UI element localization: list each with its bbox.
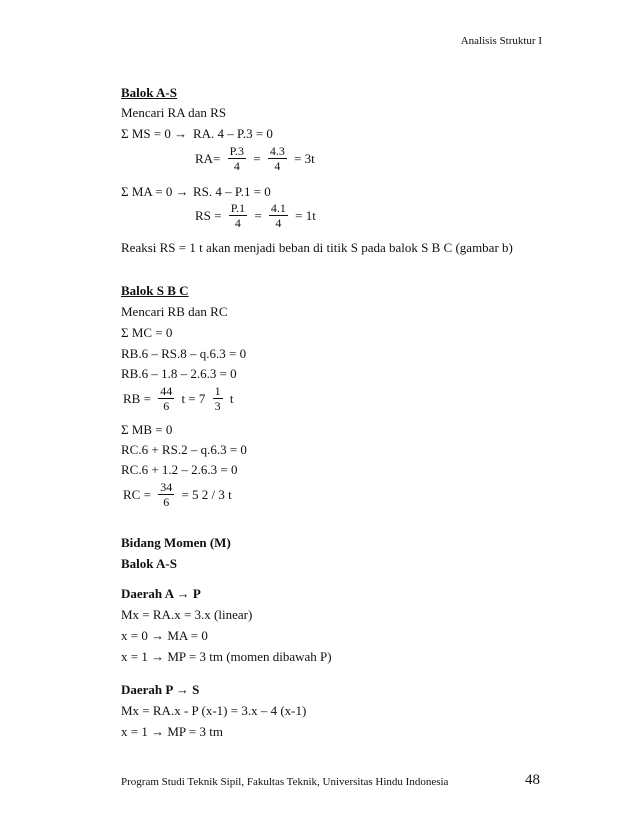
rc-fraction (158, 480, 174, 509)
rc-result: = 5 2 / 3 t (181, 486, 232, 502)
rc-fraction-den: 6 (163, 495, 170, 509)
rs-fraction-1-den: 4 (234, 216, 241, 230)
ra-result: = 3t (294, 150, 315, 166)
daerah-a-p-line-1: Mx = RA.x = 3.x (linear) (121, 607, 253, 622)
rb-mixed-fraction (213, 384, 223, 413)
rs-label: RS = (195, 207, 222, 223)
rb-fraction-den: 6 (163, 399, 170, 413)
rs-fraction-2-num: 4.1 (270, 201, 286, 215)
reaction-note: Reaksi RS = 1 t akan menjadi beban di titik S pada balok S B C (gambar b) (121, 240, 513, 255)
equals-sign: = (253, 150, 261, 166)
ra-fraction-1-den: 4 (233, 159, 240, 173)
equation-ms (121, 126, 187, 142)
rb-label: RB = (123, 390, 151, 406)
rb-mixed-den: 3 (214, 399, 221, 413)
rs-result: = 1t (295, 207, 316, 223)
footer-text: Program Studi Teknik Sipil, Fakultas Teknik, Universitas Hindu Indonesia (121, 776, 449, 788)
page-number: 48 (525, 772, 540, 788)
equation-rb-1: RB.6 – RS.8 – q.6.3 = 0 (121, 346, 247, 361)
equals-sign: = (254, 207, 262, 223)
section-heading-balok-sbc: Balok S B C (121, 283, 189, 298)
equation-ma-left: Σ MA = 0 → (121, 184, 189, 199)
equation-mb: Σ MB = 0 (121, 422, 173, 437)
equation-rc (121, 480, 234, 509)
ra-fraction-1 (228, 144, 246, 173)
rb-unit: t (229, 390, 234, 406)
ra-fraction-2-den: 4 (274, 159, 281, 173)
equation-rc-2: RC.6 + 1.2 – 2.6.3 = 0 (121, 462, 238, 477)
ra-label: RA= (195, 150, 221, 166)
equation-rb-2: RB.6 – 1.8 – 2.6.3 = 0 (121, 366, 237, 381)
equation-rc-1: RC.6 + RS.2 – q.6.3 = 0 (121, 442, 247, 457)
ra-fraction-1-num: P.3 (229, 144, 244, 158)
equation-ra (193, 144, 317, 173)
equation-rb (121, 384, 236, 413)
rb-mid: t = 7 (181, 390, 206, 406)
daerah-p-s-line-1: Mx = RA.x - P (x-1) = 3.x – 4 (x-1) (121, 703, 307, 718)
subtitle-balok-sbc: Mencari RB dan RC (121, 304, 228, 319)
heading-daerah-a-p: Daerah A → P (121, 586, 201, 601)
rb-fraction-num: 44 (160, 384, 173, 398)
running-header: Analisis Struktur I (460, 35, 542, 47)
section-heading-balok-as: Balok A-S (121, 85, 177, 100)
equation-ms-left: Σ MS = 0 → (121, 126, 188, 141)
daerah-a-p-line-2: x = 0 → MA = 0 (121, 628, 208, 643)
rb-mixed-num: 1 (214, 384, 221, 398)
sub-heading-balok-as: Balok A-S (121, 556, 177, 571)
rs-fraction-1-num: P.1 (230, 201, 246, 215)
rs-fraction-2 (269, 201, 288, 230)
equation-mc: Σ MC = 0 (121, 325, 173, 340)
rb-fraction (158, 384, 174, 413)
ra-fraction-2-num: 4.3 (269, 144, 285, 158)
rc-label: RC = (123, 486, 151, 502)
daerah-a-p-line-3: x = 1 → MP = 3 tm (momen dibawah P) (121, 649, 332, 664)
equation-ms-right: RA. 4 – P.3 = 0 (193, 126, 273, 141)
rs-fraction-1 (229, 201, 247, 230)
section-heading-bidang-momen: Bidang Momen (M) (121, 535, 231, 550)
equation-ma-right: RS. 4 – P.1 = 0 (193, 184, 271, 199)
subtitle-balok-as: Mencari RA dan RS (121, 105, 227, 120)
rc-fraction-num: 34 (160, 480, 173, 494)
equation-rs (193, 201, 318, 230)
rs-fraction-2-den: 4 (275, 216, 282, 230)
ra-fraction-2 (268, 144, 287, 173)
daerah-p-s-line-2: x = 1 → MP = 3 tm (121, 724, 223, 739)
heading-daerah-p-s: Daerah P → S (121, 682, 200, 697)
